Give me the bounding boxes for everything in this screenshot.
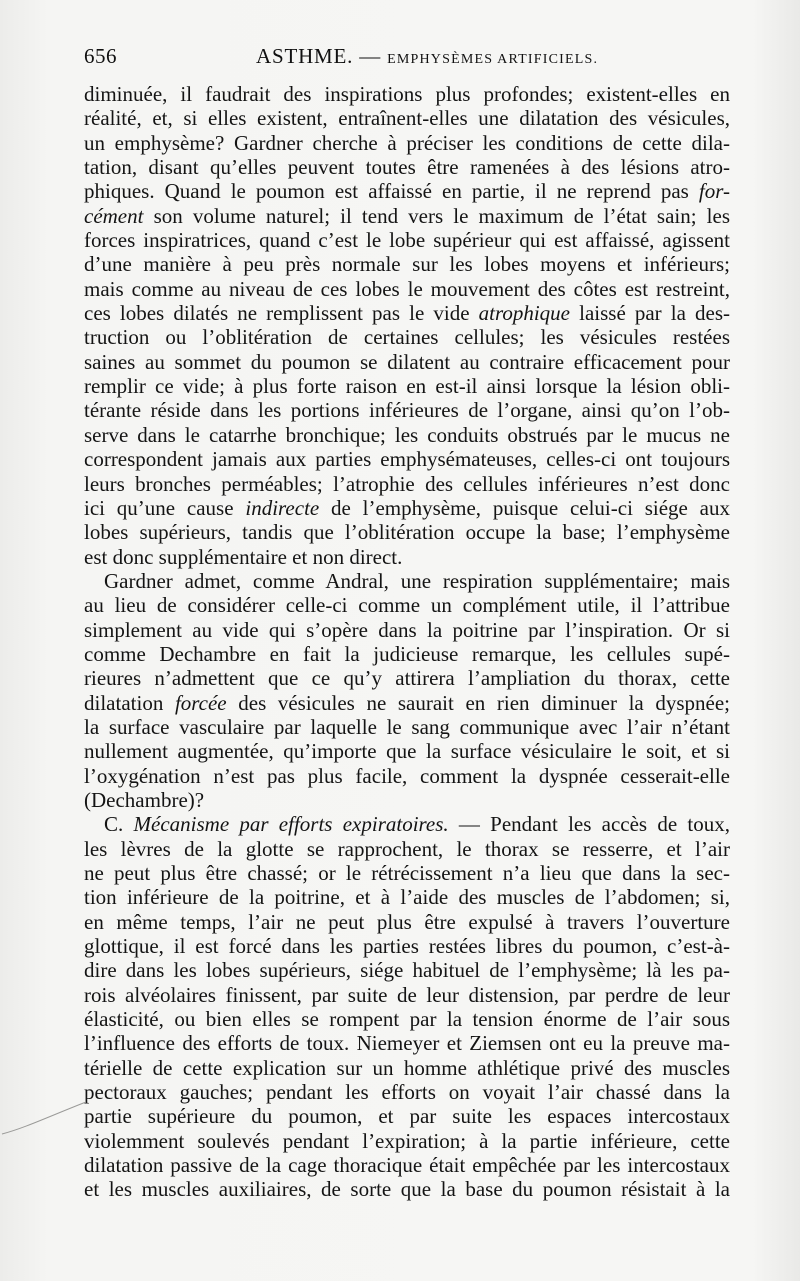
- line-text: un emphysème? Gardner cherche à préciser les conditions de cette dila-: [84, 130, 730, 155]
- italic-text: cément: [84, 203, 144, 228]
- text-line: [84, 204, 730, 228]
- line-text: correspondent jamais aux parties emphysémateuses, celles-ci ont toujours: [84, 447, 730, 472]
- line-text: en même temps, l’air ne peut plus être expulsé à travers l’ouverture: [84, 909, 730, 934]
- text-line: [84, 301, 730, 325]
- italic-text: for-: [698, 179, 730, 204]
- text-line: [84, 472, 730, 496]
- line-text: des vésicules ne saurait en rien diminuer la dyspnée;: [226, 690, 730, 715]
- italic-text: indirecte: [245, 495, 320, 520]
- line-text: serve dans le catarrhe bronchique; les conduits obstrués par le mucus ne: [84, 422, 730, 447]
- text-line: [84, 666, 730, 690]
- line-text: dilatation passive de la cage thoracique était empêchée par les intercostaux: [84, 1153, 730, 1178]
- line-text: d’une manière à peu près normale sur les lobes moyens et inférieurs;: [84, 252, 730, 277]
- line-text: ces lobes dilatés ne remplissent pas le vide: [84, 301, 479, 326]
- running-title: [256, 44, 598, 69]
- running-title-main: ASTHME. —: [256, 44, 388, 68]
- line-text: tion inférieure de la poitrine, et à l’aide des muscles de l’abdomen; si,: [84, 885, 730, 910]
- text-line: [84, 1129, 730, 1153]
- text-line: [84, 934, 730, 958]
- line-text: (Dechambre)?: [84, 787, 205, 812]
- line-text: phiques. Quand le poumon est affaissé en partie, il ne reprend pas: [84, 179, 699, 204]
- text-line: [84, 1031, 730, 1055]
- line-text: lobes supérieurs, tandis que l’oblitération occupe la base; l’emphysème: [84, 520, 730, 545]
- text-line: [84, 1080, 730, 1104]
- text-line: [84, 252, 730, 276]
- text-line: [84, 618, 730, 642]
- line-text: térielle de cette explication sur un homme athlétique privé des muscles: [84, 1055, 730, 1080]
- line-text: C.: [104, 812, 134, 837]
- line-text: comme Dechambre en fait la judicieuse remarque, les cellules supé-: [84, 641, 730, 666]
- line-text: l’influence des efforts de toux. Niemeyer et Ziemsen ont eu la preuve ma-: [84, 1031, 730, 1056]
- text-line: [84, 350, 730, 374]
- line-text: ici qu’une cause: [84, 495, 246, 520]
- text-line: [84, 520, 730, 544]
- text-line: [84, 545, 730, 569]
- line-text: et les muscles auxiliaires, de sorte que la base du poumon résistait à la: [84, 1177, 730, 1202]
- text-line: [84, 910, 730, 934]
- text-line: [84, 179, 730, 203]
- text-line: [84, 325, 730, 349]
- line-text: la surface vasculaire par laquelle le sang communique avec l’air n’étant: [84, 714, 730, 739]
- line-text: remplir ce vide; à plus forte raison en est-il ainsi lorsque la lésion obli-: [84, 374, 730, 399]
- text-line: [84, 423, 730, 447]
- italic-text: atrophique: [478, 301, 571, 326]
- text-line: [84, 715, 730, 739]
- text-line: [84, 764, 730, 788]
- text-line: [84, 642, 730, 666]
- line-text: de l’emphysème, puisque celui-ci siége aux: [319, 495, 730, 520]
- text-line: [84, 885, 730, 909]
- text-line: [84, 691, 730, 715]
- text-line: [84, 1007, 730, 1031]
- running-header: [84, 44, 732, 78]
- text-line: [84, 837, 730, 861]
- text-line: [84, 228, 730, 252]
- line-text: l’oxygénation n’est pas plus facile, comment la dyspnée cesserait-elle: [84, 763, 730, 788]
- text-line: [84, 82, 730, 106]
- line-text: Gardner admet, comme Andral, une respiration supplémentaire; mais: [104, 568, 730, 593]
- line-text: partie supérieure du poumon, et par suite les espaces intercostaux: [84, 1104, 730, 1129]
- italic-text: forcée: [174, 690, 227, 715]
- pencil-mark-icon: [0, 1098, 90, 1138]
- line-text: les lèvres de la glotte se rapprochent, le thorax se resserre, et l’air: [84, 836, 730, 861]
- text-line: [84, 374, 730, 398]
- line-text: mais comme au niveau de ces lobes le mouvement des côtes est restreint,: [84, 276, 730, 301]
- text-line: [84, 398, 730, 422]
- text-line: [84, 788, 730, 812]
- page-number: 656: [84, 44, 117, 68]
- text-line: [84, 106, 730, 130]
- line-text: violemment soulevés pendant l’expiration; à la partie inférieure, cette: [84, 1128, 730, 1153]
- text-line: [84, 155, 730, 179]
- line-text: diminuée, il faudrait des inspirations plus profondes; existent-elles en: [84, 82, 730, 106]
- text-line: [84, 983, 730, 1007]
- running-title-sub: EMPHYSÈMES ARTIFICIELS.: [387, 52, 599, 67]
- line-text: dire dans les lobes supérieurs, siége habituel de l’emphysème; là les pa-: [84, 958, 730, 983]
- text-line: [84, 861, 730, 885]
- text-line: [84, 447, 730, 471]
- line-text: rois alvéolaires finissent, par suite de leur distension, par perdre de leur: [84, 982, 730, 1007]
- line-text: nullement augmentée, qu’importe que la surface vésiculaire le soit, et si: [84, 739, 730, 764]
- text-line: [84, 496, 730, 520]
- text-line: [84, 1056, 730, 1080]
- text-line: [84, 593, 730, 617]
- line-text: forces inspiratrices, quand c’est le lobe supérieur qui est affaissé, agissent: [84, 228, 730, 253]
- line-text: pectoraux gauches; pendant les efforts on voyait l’air chassé dans la: [84, 1080, 730, 1105]
- line-text: ne peut plus être chassé; or le rétrécissement n’a lieu que dans la sec-: [84, 861, 730, 885]
- line-text: glottique, il est forcé dans les parties restées libres du poumon, c’est-à-: [84, 934, 730, 959]
- line-text: rieures n’admettent que ce qu’y attirera l’ampliation du thorax, cette: [84, 666, 730, 691]
- line-text: saines au sommet du poumon se dilatent au contraire efficacement pour: [84, 349, 730, 374]
- body-text: [84, 82, 730, 1202]
- line-text: leurs bronches perméables; l’atrophie des cellules inférieures n’est donc: [84, 471, 730, 496]
- text-line: [84, 277, 730, 301]
- text-line: [84, 1177, 730, 1201]
- text-line: [84, 131, 730, 155]
- line-text: au lieu de considérer celle-ci comme un complément utile, il l’attribue: [84, 593, 730, 618]
- text-line: [84, 569, 730, 593]
- text-line: [84, 812, 730, 836]
- text-line: [84, 1153, 730, 1177]
- line-text: truction ou l’oblitération de certaines cellules; les vésicules restées: [84, 325, 730, 350]
- line-text: simplement au vide qui s’opère dans la poitrine par l’inspiration. Or si: [84, 617, 730, 642]
- line-text: réalité, et, si elles existent, entraînent-elles une dilatation des vésicules,: [84, 106, 730, 131]
- line-text: est donc supplémentaire et non direct.: [84, 544, 403, 569]
- line-text: térante réside dans les portions inférieures de l’organe, ainsi qu’on l’ob-: [84, 398, 730, 423]
- text-line: [84, 739, 730, 763]
- line-text: son volume naturel; il tend vers le maximum de l’état sain; les: [143, 203, 730, 228]
- line-text: élasticité, ou bien elles se rompent par la tension énorme de l’air sous: [84, 1007, 730, 1032]
- line-text: laissé par la des-: [570, 301, 730, 326]
- line-text: dilatation: [84, 690, 175, 715]
- italic-text: Mécanisme par efforts expiratoires.: [133, 812, 449, 837]
- line-text: — Pendant les accès de toux,: [448, 812, 731, 837]
- text-line: [84, 1104, 730, 1128]
- line-text: tation, disant qu’elles peuvent toutes être ramenées à des lésions atro-: [84, 155, 730, 180]
- text-line: [84, 958, 730, 982]
